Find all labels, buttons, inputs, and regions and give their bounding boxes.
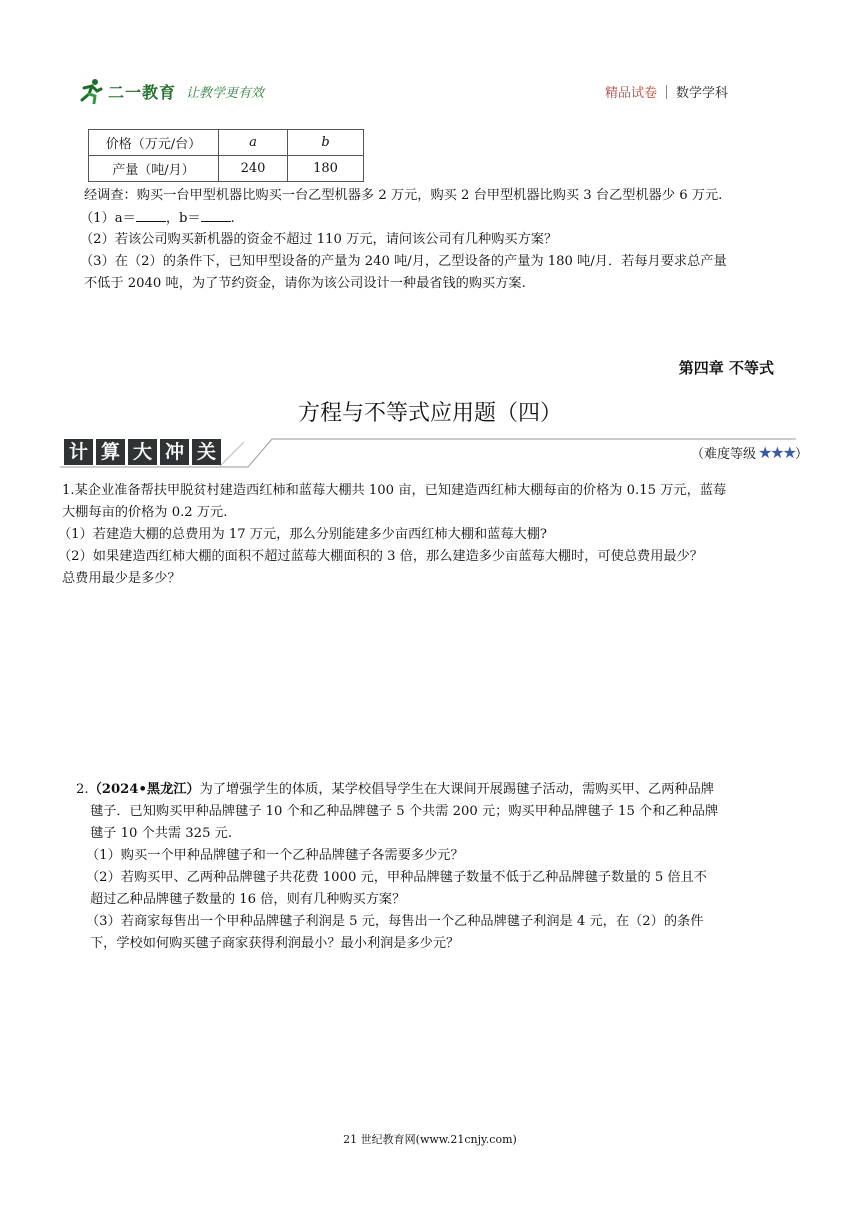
header-tags <box>605 82 728 101</box>
star-icon: ★★★ <box>757 443 795 462</box>
problem1-line1: 1.某企业准备帮扶甲脱贫村建造西红柿和蓝莓大棚共 100 亩，已知建造西红柿大棚每亩的价格为 0.15 万元，蓝莓 <box>62 483 727 498</box>
banner-char: 计 <box>64 439 93 465</box>
banner-char: 大 <box>128 439 157 465</box>
problem2-q1: （1）购买一个甲种品牌毽子和一个乙种品牌毽子各需要多少元？ <box>86 848 464 863</box>
page-footer: 21 世纪教育网(www.21cnjy.com) <box>343 1133 517 1146</box>
problem1-q2-line1: （2）如果建造西红柿大棚的面积不超过蓝莓大棚面积的 3 倍，那么建造多少亩蓝莓大棚时，可使总费用最少？ <box>58 549 703 564</box>
problem2-line3: 毽子 10 个共需 325 元. <box>90 826 233 841</box>
problem2-line1 <box>76 779 714 801</box>
problem2-q3-line2: 下，学校如何购买毽子商家获得利润最小？最小利润是多少元？ <box>90 936 460 951</box>
difficulty-end: ） <box>794 447 808 462</box>
prev-intro: 经调查：购买一台甲型机器比购买一台乙型机器多 2 万元，购买 2 台甲型机器比购买 3 台乙型机器少 6 万元. <box>84 188 723 203</box>
banner-char: 冲 <box>160 439 189 465</box>
page-title: 方程与不等式应用题（四） <box>297 401 562 426</box>
tag-premium: 精品试卷 <box>604 86 657 101</box>
prev-q3-line1: （3）在（2）的条件下，已知甲型设备的产量为 240 吨/月，乙型设备的产量为 180 吨/月．若每月要求总产量 <box>80 254 727 269</box>
logo-slogan: 让教学更有效 <box>186 85 265 101</box>
problem1-q2-line2: 总费用最少是多少？ <box>62 571 181 586</box>
table-cell: b <box>288 130 364 156</box>
problem2-q2-line2: 超过乙种品牌毽子数量的 16 倍，则有几种购买方案？ <box>90 892 406 907</box>
tag-divider <box>666 85 667 99</box>
problem2-text: 为了增强学生的体质，某学校倡导学生在大课间开展踢毽子活动，需购买甲、乙两种品牌 <box>199 782 714 797</box>
problem2-q2-line1: （2）若购买甲、乙两种品牌毽子共花费 1000 元，甲种品牌毽子数量不低于乙种品牌毽子数量的 5 倍且不 <box>86 870 707 885</box>
prev-q1-b: ，b＝ <box>165 211 201 226</box>
section-banner <box>60 438 796 470</box>
difficulty-rating <box>691 443 808 462</box>
runner-logo-icon <box>78 78 104 104</box>
table-cell: a <box>219 130 288 156</box>
prev-q1 <box>80 207 235 230</box>
table-row <box>89 130 364 156</box>
prev-q1-a: （1）a＝ <box>80 211 136 226</box>
header-logo <box>78 76 264 106</box>
problem2-source: （2024•黑龙江） <box>88 782 200 797</box>
table-cell: 产量（吨/月） <box>89 156 219 182</box>
prev-q1-end: . <box>230 211 235 226</box>
prev-q2: （2）若该公司购买新机器的资金不超过 110 万元，请问该公司有几种购买方案？ <box>80 232 558 247</box>
chapter-label: 第四章 不等式 <box>678 359 774 377</box>
logo-text: 二一教育 <box>108 82 177 102</box>
table-cell: 240 <box>219 156 288 182</box>
tag-subject: 数学学科 <box>675 86 728 101</box>
table-cell: 180 <box>288 156 364 182</box>
banner-char: 算 <box>96 439 125 465</box>
problem1-q1: （1）若建造大棚的总费用为 17 万元，那么分别能建多少亩西红柿大棚和蓝莓大棚? <box>58 527 547 542</box>
prev-q3-line2: 不低于 2040 吨，为了节约资金，请你为该公司设计一种最省钱的购买方案. <box>84 276 526 291</box>
banner-char: 关 <box>192 439 221 465</box>
table-cell: 价格（万元/台） <box>89 130 219 156</box>
spec-table <box>88 129 364 182</box>
answer-blank <box>136 207 166 222</box>
difficulty-label: （难度等级 <box>690 447 756 462</box>
problem2-line2: 毽子．已知购买甲种品牌毽子 10 个和乙种品牌毽子 5 个共需 200 元；购买甲种品牌毽子 15 个和乙种品牌 <box>90 804 719 819</box>
problem2-q3-line1: （3）若商家每售出一个甲种品牌毽子利润是 5 元，每售出一个乙种品牌毽子利润是 4 元，在（2）的条件 <box>86 914 704 929</box>
problem2-number: 2. <box>76 782 89 797</box>
problem1-line2: 大棚每亩的价格为 0.2 万元. <box>62 505 228 520</box>
answer-blank <box>201 207 231 222</box>
table-row <box>89 156 364 182</box>
